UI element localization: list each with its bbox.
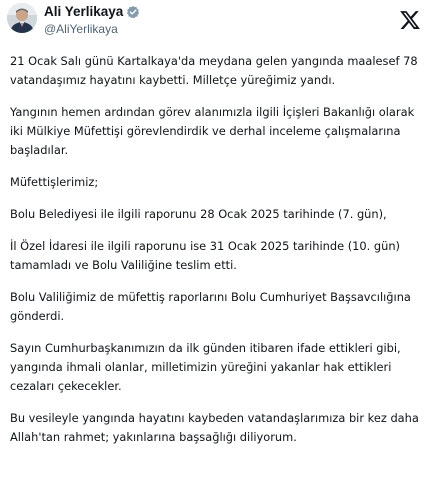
text-line: iki Mülkiye Müfettişi görevlendirdik ve derhal inceleme çalışmalarına [10,124,401,138]
post-header [0,0,439,48]
name-row [44,4,140,20]
text-line: gönderdi. [10,309,65,323]
text-line: yangında ihmali olanlar, milletimizin yüreğini yakanlar hak ettikleri [10,360,392,374]
avatar[interactable] [7,3,37,33]
text-line: Müfettişlerimiz; [10,175,99,189]
avatar-image [7,3,37,33]
text-line: Allah'tan rahmet; yakınlarına başsağlığı diliyorum. [10,430,297,444]
post-paragraph [10,103,435,160]
text-line: Bolu Belediyesi ile ilgili raporunu 28 Ocak 2025 tarihinde (7. gün), [10,207,387,221]
text-line: Yangının hemen ardından görev alanımızla ilgili İçişleri Bakanlığı olarak [10,105,415,119]
x-logo-icon[interactable] [399,9,421,31]
text-line: Sayın Cumhurbaşkanımızın da ilk günden itibaren ifade ettikleri gibi, [10,341,401,355]
verified-badge-icon [126,5,140,19]
post-body [10,52,435,460]
post-paragraph [10,173,435,192]
author-display-name[interactable]: Ali Yerlikaya [44,4,124,19]
post-paragraph [10,288,435,326]
text-line: cezaları çekecekler. [10,379,122,393]
text-line: vatandaşımız hayatını kaybetti. Milletçe yüreğimiz yandı. [10,73,336,87]
text-line: başladılar. [10,143,69,157]
post-paragraph [10,52,435,90]
post-paragraph [10,237,435,275]
text-line: tamamladı ve Bolu Valiliğine teslim etti. [10,258,237,272]
post-paragraph [10,339,435,396]
post-paragraph [10,205,435,224]
text-line: Bu vesileyle yangında hayatını kaybeden vatandaşlarımıza bir kez daha [10,411,419,425]
text-line: İl Özel İdaresi ile ilgili raporunu ise 31 Ocak 2025 tarihinde (10. gün) [10,239,400,253]
text-line: 21 Ocak Salı günü Kartalkaya'da meydana gelen yangında maalesef 78 [10,54,418,68]
post-paragraph [10,409,435,447]
text-line: Bolu Valiliğimiz de müfettiş raporlarını Bolu Cumhuriyet Başsavcılığına [10,290,411,304]
author-handle[interactable]: @AliYerlikaya [44,22,118,36]
